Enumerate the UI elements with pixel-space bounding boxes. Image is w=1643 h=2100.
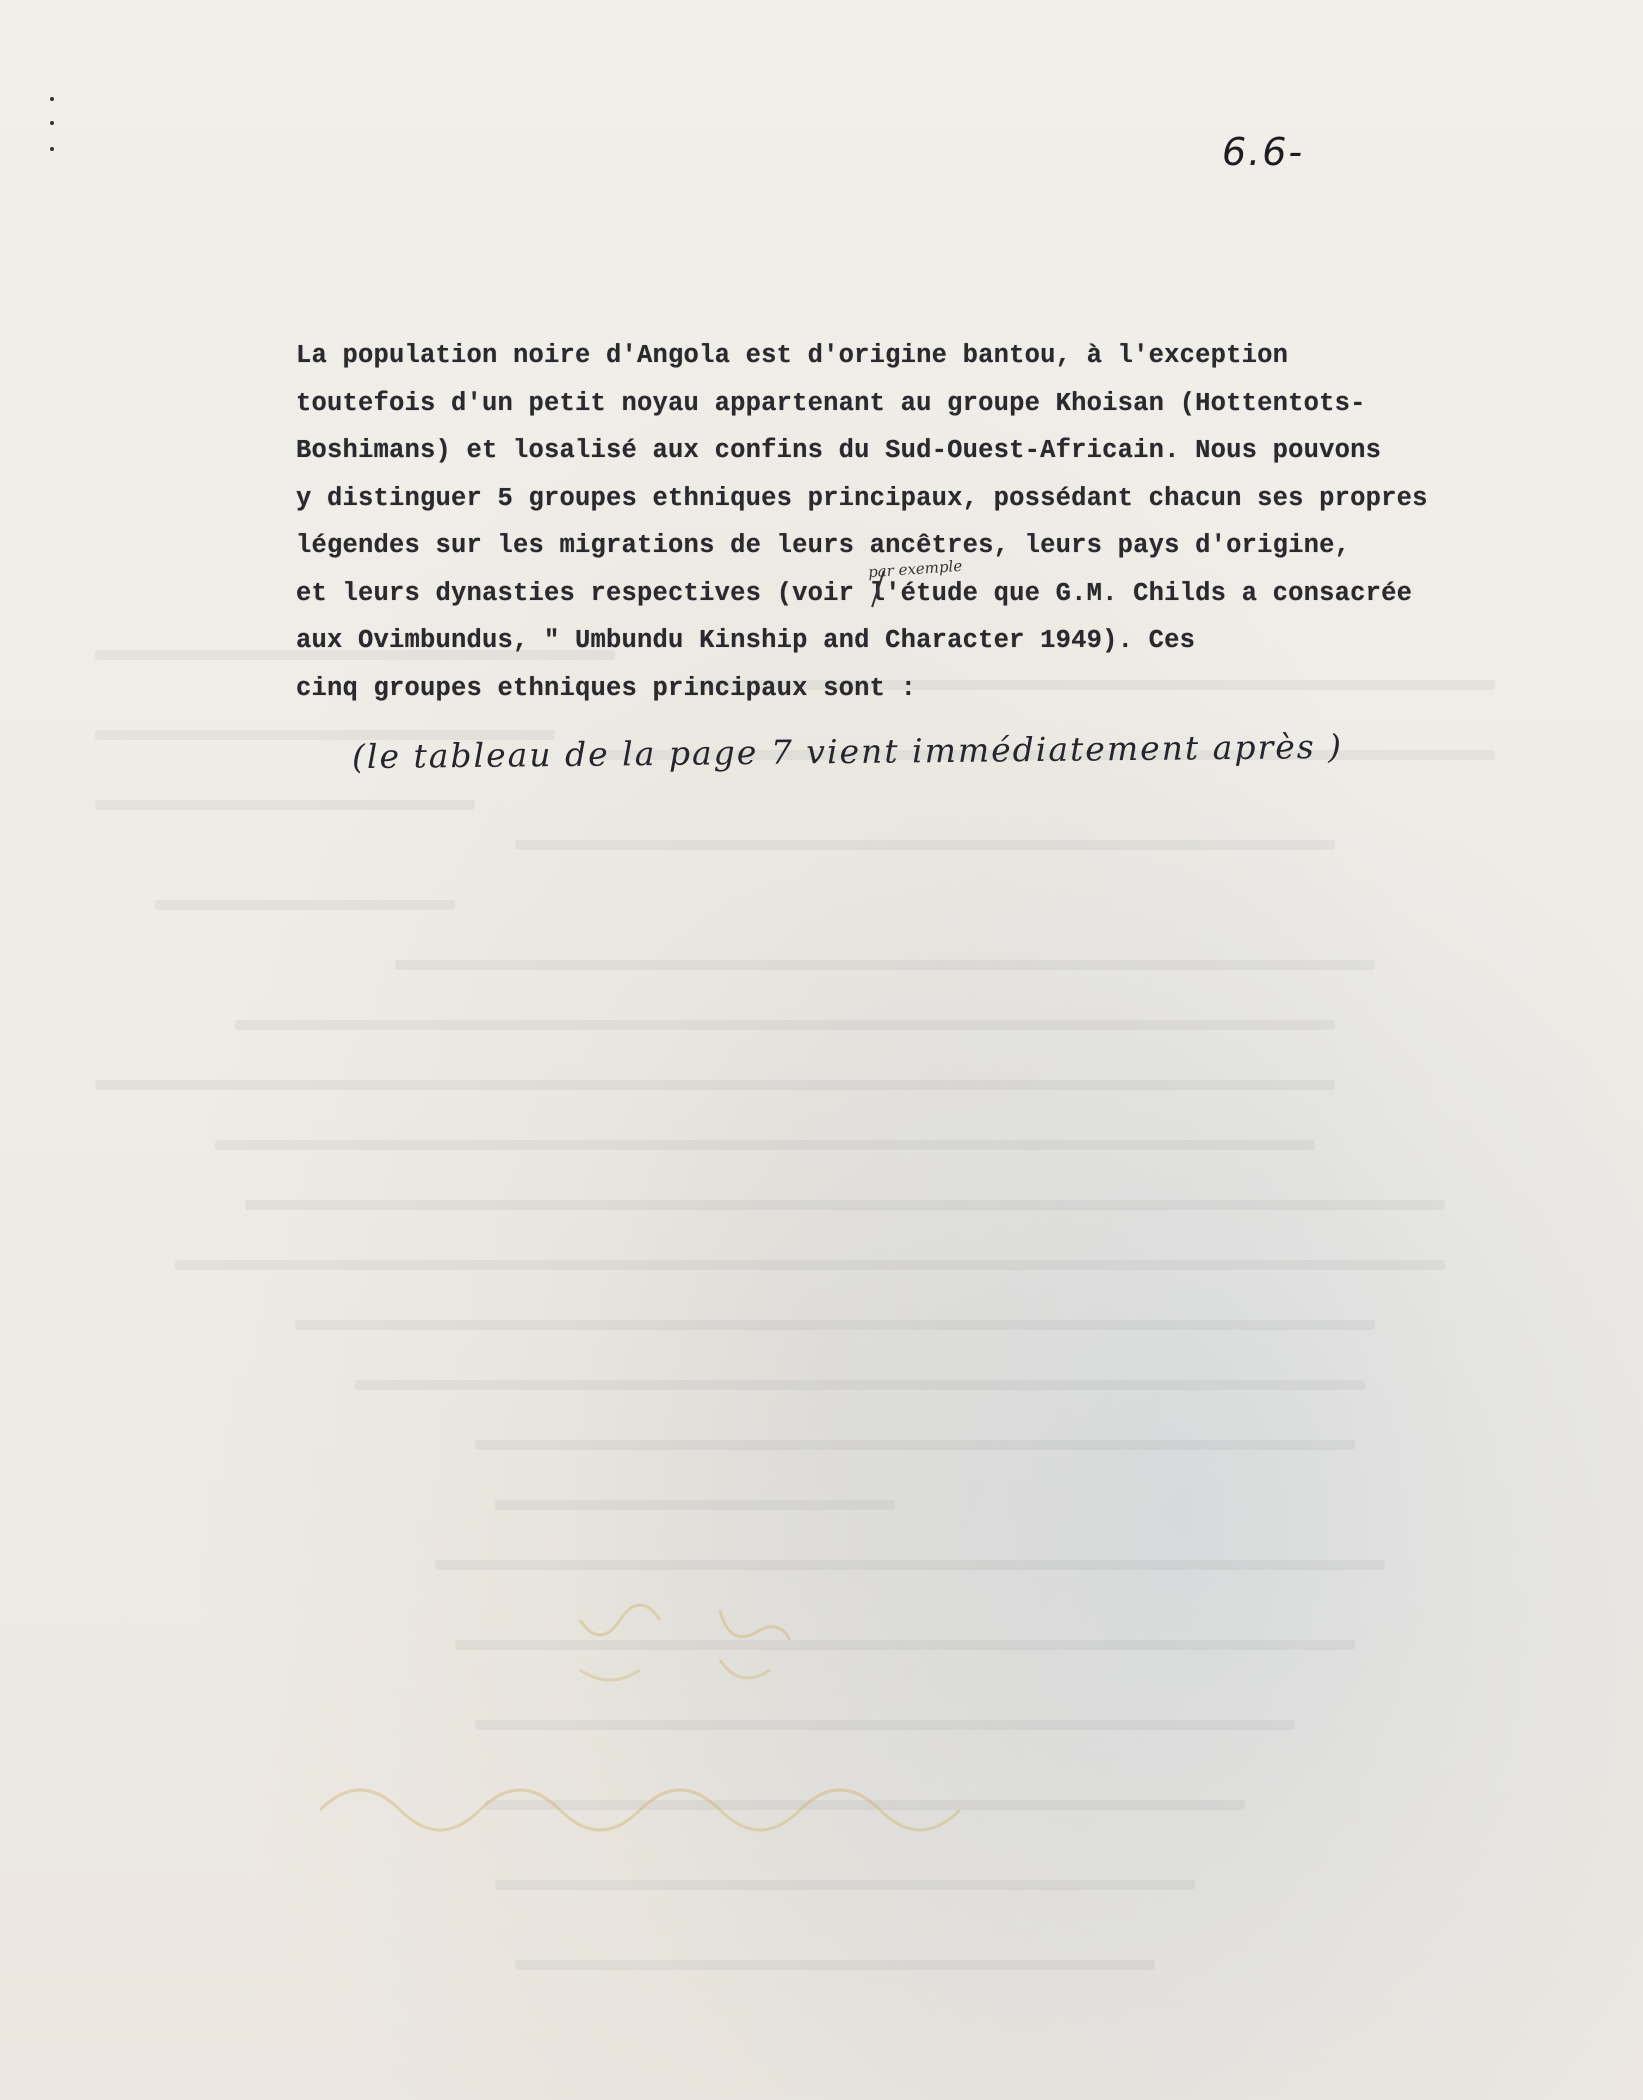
interlinear-insertion: par exemple — [867, 556, 963, 582]
page-number: 6.6- — [1222, 130, 1305, 174]
handwritten-note: (le tableau de la page 7 vient immédiatement après ) — [351, 726, 1344, 777]
typed-line: et leurs dynasties respectives (voir l'étude que G.M. Childs a consacrée — [296, 578, 1413, 608]
typed-line: cinq groupes ethniques principaux sont : — [296, 673, 917, 703]
typed-line: Boshimans) et losalisé aux confins du Sud-Ouest-Africain. Nous pouvons — [296, 436, 1382, 465]
typed-line: légendes sur les migrations de leurs ancêtres, leurs pays d'origine, — [296, 531, 1351, 560]
margin-punch-marks — [48, 95, 58, 155]
faint-pencil-marks — [320, 1600, 1040, 1900]
typed-line: toutefois d'un petit noyau appartenant au groupe Khoisan (Hottentots- — [296, 388, 1366, 418]
typed-paragraph — [296, 332, 1536, 712]
typed-line: La population noire d'Angola est d'origine bantou, à l'exception — [296, 341, 1289, 370]
typed-line: aux Ovimbundus, " Umbundu Kinship and Character 1949). Ces — [296, 626, 1196, 655]
bleed-through-texture — [95, 640, 1545, 2040]
typed-line: y distinguer 5 groupes ethniques principaux, possédant chacun ses propres — [296, 483, 1428, 513]
